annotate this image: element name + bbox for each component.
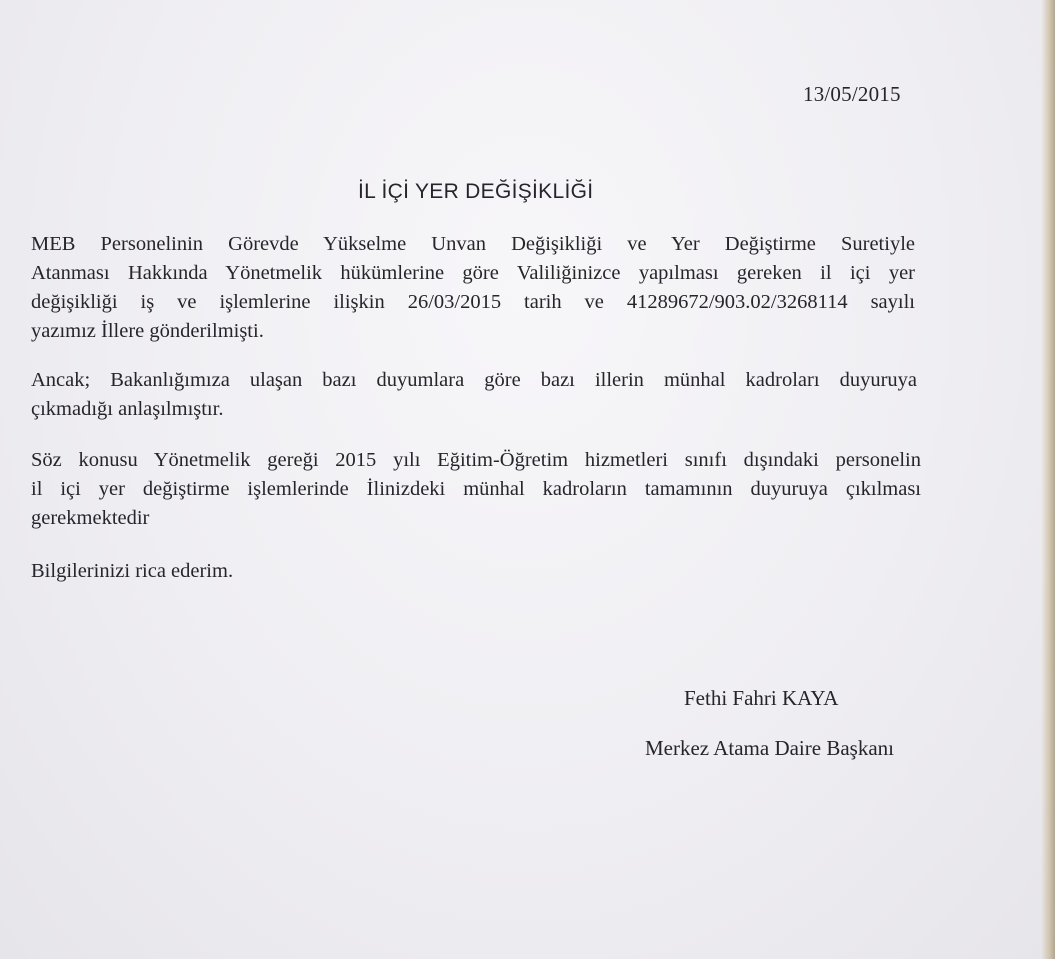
paragraph-line: değişikliği iş ve işlemlerine ilişkin 26/03/2015 tarih ve 41289672/903.02/3268114 sayılı [31,291,915,313]
paragraph-line: gerekmektedir [31,507,150,529]
signatory-position: Merkez Atama Daire Başkanı [645,736,894,760]
signatory-name: Fethi Fahri KAYA [684,686,839,710]
page-edge-shadow [1041,0,1055,959]
paragraph-3 [31,446,921,533]
paragraph-line: Söz konusu Yönetmelik gereği 2015 yılı Eğitim-Öğretim hizmetleri sınıfı dışındaki personelin [31,449,921,471]
paragraph-1 [31,230,915,346]
paragraph-line: Bilgilerinizi rica ederim. [31,560,234,582]
paragraph-line: Atanması Hakkında Yönetmelik hükümlerine göre Valiliğinizce yapılması gereken il içi yer [31,262,915,284]
paragraph-line: MEB Personelinin Görevde Yükselme Unvan Değişikliği ve Yer Değiştirme Suretiyle [31,233,915,255]
document-title: İL İÇİ YER DEĞİŞİKLİĞİ [358,180,594,203]
paragraph-line: Ancak; Bakanlığımıza ulaşan bazı duyumlara göre bazı illerin münhal kadroları duyuruya [31,369,917,391]
paragraph-line: çıkmadığı anlaşılmıştır. [31,398,224,420]
paragraph-2 [31,366,917,424]
paragraph-line: il içi yer değiştirme işlemlerinde İlinizdeki münhal kadroların tamamının duyuruya çıkılması [31,478,921,500]
paragraph-line: yazımız İllere gönderilmişti. [31,320,264,342]
document-date: 13/05/2015 [803,82,901,106]
paragraph-4 [31,557,915,586]
